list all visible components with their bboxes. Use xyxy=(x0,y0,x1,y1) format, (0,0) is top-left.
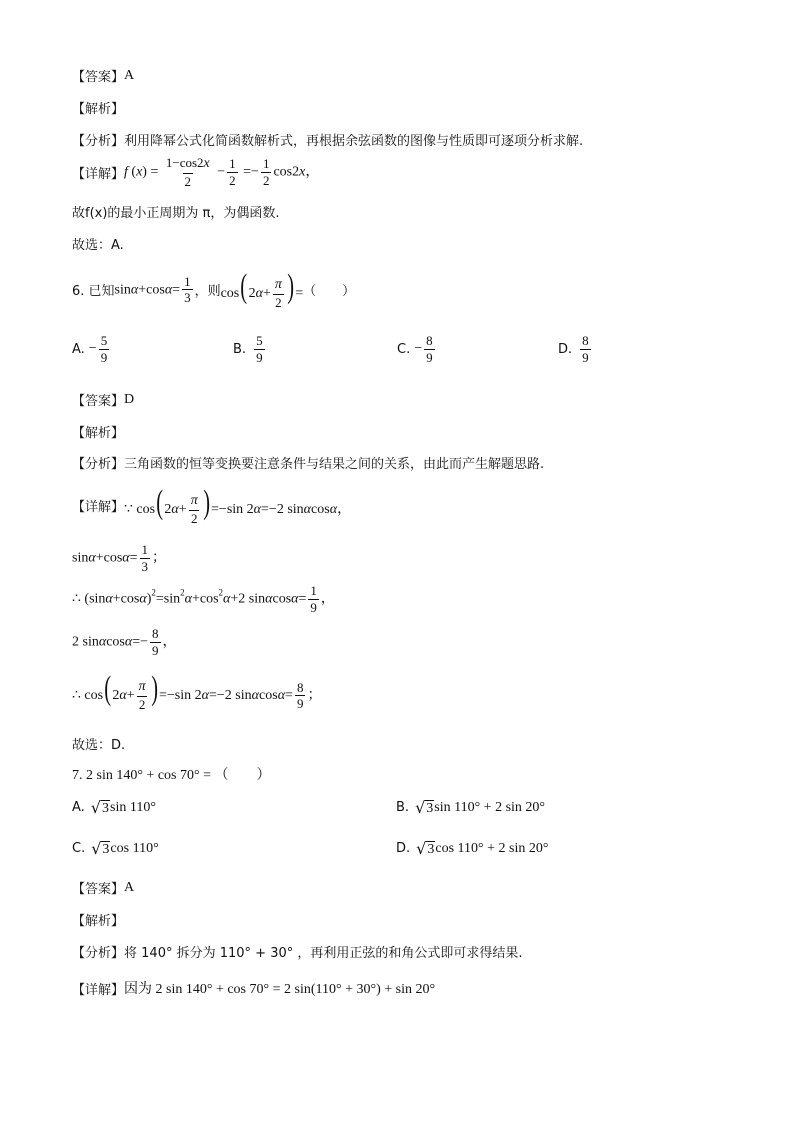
jiexi-label: 【解析】 xyxy=(72,102,125,117)
sqrt-symbol: √ 3 xyxy=(91,839,110,859)
q5-fenxi xyxy=(72,130,583,149)
q6-option-a[interactable] xyxy=(72,334,111,364)
fenxi-label: 【分析】 xyxy=(72,134,125,149)
fenxi-text: 利用降幂公式化简函数解析式，再根据余弦函数的图像与性质即可逐项分析求解. xyxy=(124,134,584,149)
math-expression: ∴ cos(2α+ $\frac{\pi}{2}$ )=−sin 2α=−2 sinαcosα= $\frac{8}{9}$ ； xyxy=(72,670,322,712)
q5-answer-line xyxy=(72,66,134,85)
jiexi-label: 【解析】 xyxy=(72,914,125,929)
conclusion-text: 故f(x)的最小正周期为 π，为偶函数. xyxy=(72,206,280,221)
option-den: 9 xyxy=(426,349,433,365)
q5-conclusion xyxy=(72,202,280,221)
math-expression: ∵ cos(2α+ $\frac{\pi}{2}$ )=−sin 2α=−2 sinαcosα， xyxy=(124,484,352,526)
q7-fenxi xyxy=(72,942,523,961)
math-expression: f (x) = $\frac{1-\cos 2x}{2}$ − $\frac{1}{2}$ =− $\frac{1}{2}$ cos2x， xyxy=(124,155,320,189)
q7-option-d[interactable] xyxy=(396,841,548,857)
math-expression: sinα+cosα= $\frac{1}{3}$ ； xyxy=(72,542,167,574)
math-expression: 2 sinαcosα=− $\frac{8}{9}$ ， xyxy=(72,626,177,658)
option-text: sin 110° xyxy=(110,800,156,816)
stem-suffix: （ ） xyxy=(303,284,356,300)
answer-value: A xyxy=(124,879,135,895)
sqrt-symbol: √ 3 xyxy=(416,839,435,859)
q6-detail-line-1 xyxy=(72,486,351,525)
stem-mid: ，则 xyxy=(194,284,221,300)
answer-value: A xyxy=(124,67,135,83)
answer-label: 【答案】 xyxy=(72,882,125,897)
q5-choose xyxy=(72,234,124,253)
q6-stem xyxy=(72,270,355,309)
q6-detail-line-5 xyxy=(72,672,321,711)
sqrt-symbol: √ 3 xyxy=(90,798,109,818)
option-text: cos 110° + 2 sin 20° xyxy=(435,841,549,857)
stem-text: 7. 2 sin 140° + cos 70° = （ ） xyxy=(72,768,271,783)
option-letter: C. xyxy=(397,341,411,357)
option-den: 9 xyxy=(100,349,108,365)
stem-condition: sinα+cosα= $\frac{1}{3}$ xyxy=(114,273,191,306)
option-letter: D. xyxy=(558,341,573,357)
q6-detail-line-3 xyxy=(72,584,335,614)
option-letter: A. xyxy=(72,341,85,357)
q7-answer-line xyxy=(72,878,134,897)
option-num: 8 xyxy=(426,333,433,348)
q6-detail-line-4 xyxy=(72,627,177,657)
detail-text: 因为 2 sin 140° + cos 70° = 2 sin(110° + 30°) + sin 20° xyxy=(124,982,436,997)
q7-option-b[interactable] xyxy=(396,800,545,816)
option-text: sin 110° + 2 sin 20° xyxy=(434,800,546,816)
q7-stem xyxy=(72,764,271,784)
math-expression: ∴ $(\sin\alpha+\cos\alpha)^2=\sin^2\alpha+\cos^2\alpha+2$ sinαcosα= $\frac{1}{9}$ ， xyxy=(72,583,335,615)
option-den: 9 xyxy=(582,349,589,365)
answer-label: 【答案】 xyxy=(72,70,125,85)
q6-fenxi xyxy=(72,453,544,472)
detail-label: 【详解】 xyxy=(72,166,125,182)
choose-text: 故选：A. xyxy=(72,238,124,253)
answer-label: 【答案】 xyxy=(72,394,125,409)
jiexi-label: 【解析】 xyxy=(72,426,125,441)
option-num: 5 xyxy=(256,333,263,348)
fenxi-text: 将 140° 拆分为 110° + 30° ，再利用正弦的和角公式即可求得结果. xyxy=(124,946,523,961)
q7-jiexi xyxy=(72,910,124,929)
option-letter: B. xyxy=(233,341,247,357)
choose-text: 故选：D. xyxy=(72,738,126,753)
option-den: 9 xyxy=(256,349,263,365)
q6-jiexi xyxy=(72,422,124,441)
option-letter: B. xyxy=(396,800,410,815)
q6-choose xyxy=(72,734,125,753)
q7-option-a[interactable] xyxy=(72,800,156,816)
q5-jiexi xyxy=(72,98,124,117)
q6-detail-line-2 xyxy=(72,543,166,573)
q6-option-b[interactable] xyxy=(233,334,267,364)
fenxi-label: 【分析】 xyxy=(72,457,125,472)
option-num: 8 xyxy=(582,333,589,348)
option-text: cos 110° xyxy=(110,841,159,857)
fenxi-text: 三角函数的恒等变换要注意条件与结果之间的关系，由此而产生解题思路. xyxy=(124,457,545,472)
q6-answer-line xyxy=(72,390,134,409)
fenxi-label: 【分析】 xyxy=(72,946,125,961)
q7-detail xyxy=(72,978,435,998)
option-letter: D. xyxy=(396,841,411,856)
option-num: 5 xyxy=(100,333,108,348)
detail-label: 【详解】 xyxy=(72,982,125,998)
sqrt-symbol: √ 3 xyxy=(415,798,434,818)
option-sign: − xyxy=(414,341,423,357)
stem-target: cos(2α+ $\frac{\pi}{2}$ )= xyxy=(220,268,304,310)
option-sign: − xyxy=(88,341,97,357)
q7-option-c[interactable] xyxy=(72,841,159,857)
q5-detail xyxy=(72,156,319,188)
q6-option-c[interactable] xyxy=(397,334,437,364)
q6-option-d[interactable] xyxy=(558,334,593,364)
stem-prefix: 6. 已知 xyxy=(72,284,115,300)
answer-value: D xyxy=(124,391,135,407)
option-letter: A. xyxy=(72,800,85,815)
option-letter: C. xyxy=(72,841,86,856)
detail-label: 【详解】 xyxy=(72,500,125,516)
